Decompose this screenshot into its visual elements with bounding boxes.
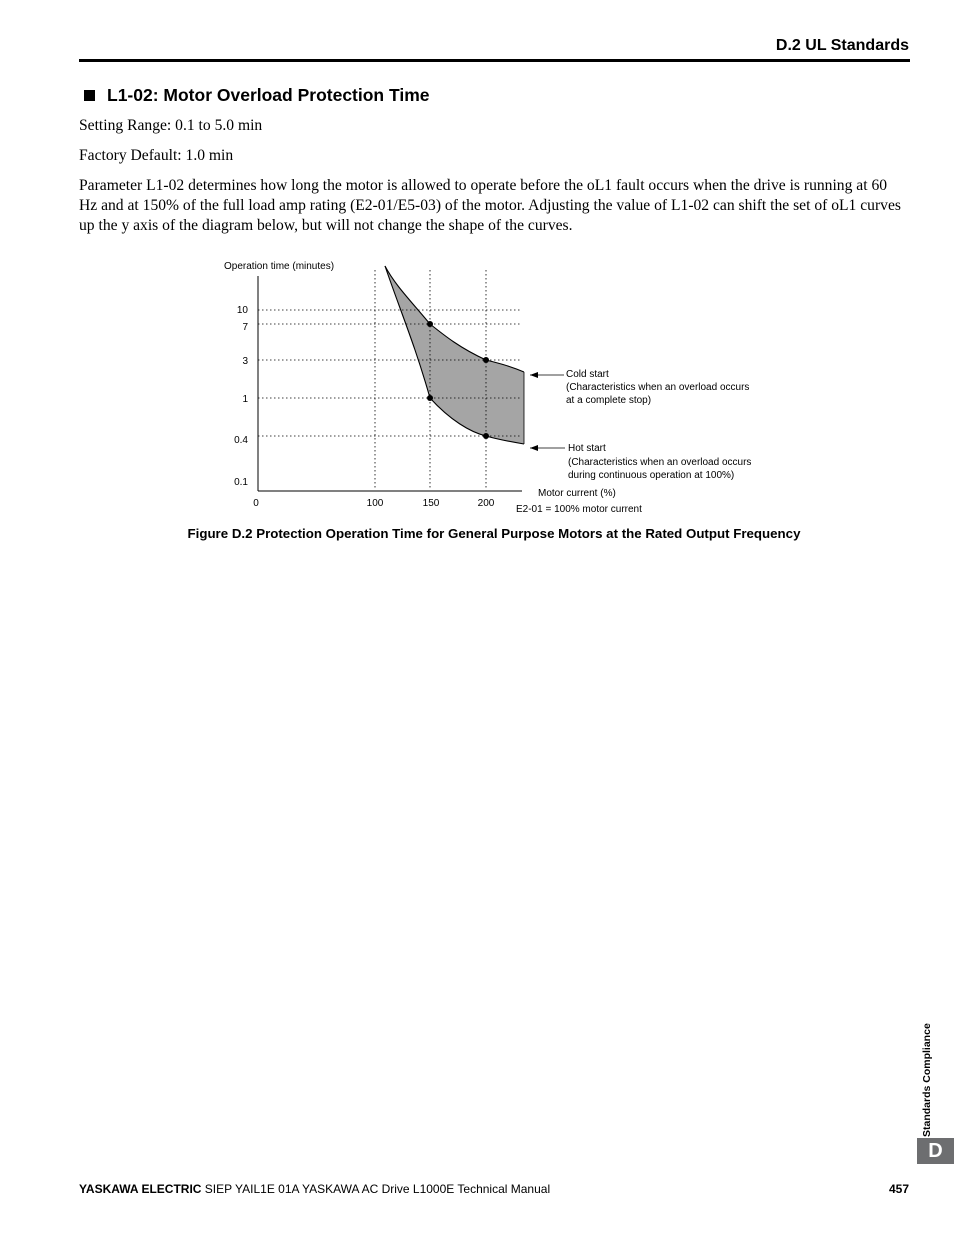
x-tick-label: 150 — [422, 498, 440, 509]
x-tick-label: 200 — [477, 498, 495, 509]
cold-start-point-200 — [483, 357, 489, 363]
y-tick-label: 0.1 — [234, 477, 248, 488]
hot-start-point-200 — [483, 433, 489, 439]
hot-start-point-150 — [427, 395, 433, 401]
figure-caption: Figure D.2 Protection Operation Time for General Purpose Motors at the Rated Output Frequency — [187, 526, 801, 541]
cold-start-desc-line2: at a complete stop) — [566, 395, 652, 406]
chapter-tab[interactable]: D — [917, 1138, 954, 1164]
x-tick-label: 0 — [253, 498, 259, 509]
y-axis-label: Operation time (minutes) — [224, 261, 335, 272]
hot-start-desc-line2: during continuous operation at 100%) — [568, 470, 735, 481]
description-text: Parameter L1-02 determines how long the motor is allowed to operate before the oL1 fault occurs when the drive is running at 60 Hz and at 150% of the full load amp rating (E2-01/E5-03) of the motor. Adjusting the value of L1-02 can shift the set of oL1 curves up the y axis of the diagram below, but will not change the shape of the curves. — [79, 177, 901, 234]
hot-start-arrow-icon — [530, 445, 538, 451]
setting-range-text: Setting Range: 0.1 to 5.0 min — [79, 117, 263, 134]
section-heading-text: L1-02: Motor Overload Protection Time — [107, 85, 430, 105]
cold-start-label: Cold start — [566, 369, 609, 380]
section-header: D.2 UL Standards — [775, 37, 909, 54]
footer-manual-title: SIEP YAIL1E 01A YASKAWA AC Drive L1000E Technical Manual — [201, 1182, 551, 1196]
x-axis-note: E2-01 = 100% motor current — [516, 504, 642, 515]
protection-region — [385, 266, 524, 444]
footer-text — [79, 1182, 550, 1196]
y-tick-label: 3 — [242, 356, 248, 367]
x-tick-label: 100 — [366, 498, 384, 509]
cold-start-point-150 — [427, 321, 433, 327]
hot-start-desc-line1: (Characteristics when an overload occurs — [568, 457, 752, 468]
page-number: 457 — [888, 1182, 909, 1196]
side-tab-label: Standards Compliance — [921, 1023, 933, 1137]
y-tick-label: 7 — [242, 322, 248, 333]
y-tick-label: 1 — [242, 394, 248, 405]
factory-default-text: Factory Default: 1.0 min — [79, 147, 234, 164]
hot-start-label: Hot start — [568, 443, 606, 454]
cold-start-arrow-icon — [530, 372, 538, 378]
y-tick-label: 0.4 — [234, 435, 248, 446]
overload-chart — [0, 0, 954, 560]
y-tick-label: 10 — [236, 305, 248, 316]
footer-brand: YASKAWA ELECTRIC — [79, 1182, 202, 1196]
x-axis-label: Motor current (%) — [538, 488, 616, 499]
cold-start-desc-line1: (Characteristics when an overload occurs — [566, 382, 750, 393]
